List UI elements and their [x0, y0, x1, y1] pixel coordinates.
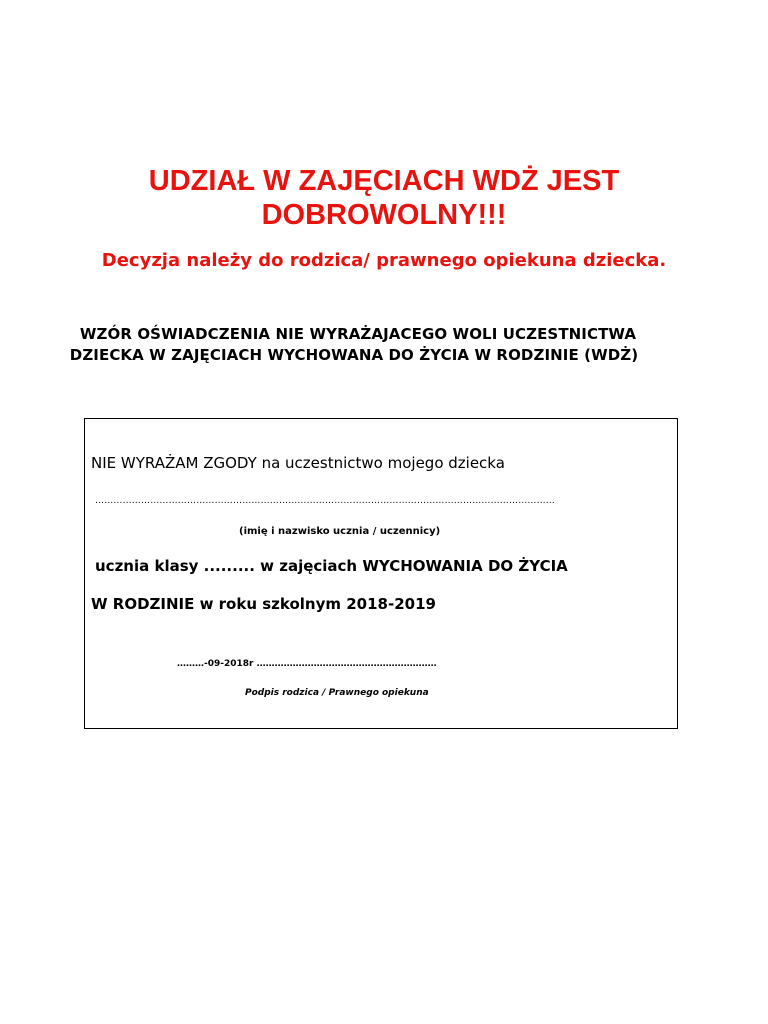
date-signature-line: ………-09-2018r ……………………………………………………: [177, 659, 437, 669]
refusal-statement: NIE WYRAŻAM ZGODY na uczestnictwo mojego dziecka: [91, 454, 505, 472]
child-name-caption: (imię i nazwisko ucznia / uczennicy): [239, 526, 441, 537]
document-title-line-1: WZÓR OŚWIADCZENIA NIE WYRAŻAJACEGO WOLI UCZESTNICTWA: [79, 325, 637, 343]
child-name-field: ……………………………………………………………………………………………………………………………………: [95, 496, 555, 506]
document-title-line-2: DZIECKA W ZAJĘCIACH WYCHOWANA DO ŻYCIA W RODZINIE (WDŻ): [69, 346, 639, 364]
school-year-line: W RODZINIE w roku szkolnym 2018-2019: [91, 595, 436, 613]
class-line: ucznia klasy ......... w zajęciach WYCHOWANIA DO ŻYCIA: [95, 557, 568, 575]
headline-line-1: UDZIAŁ W ZAJĘCIACH WDŻ JEST: [148, 165, 620, 197]
headline-line-2: DOBROWOLNY!!!: [261, 199, 507, 231]
declaration-form-box: [84, 418, 678, 729]
subheadline: Decyzja należy do rodzica/ prawnego opiekuna dziecka.: [101, 250, 667, 271]
signature-caption: Podpis rodzica / Prawnego opiekuna: [245, 688, 429, 698]
